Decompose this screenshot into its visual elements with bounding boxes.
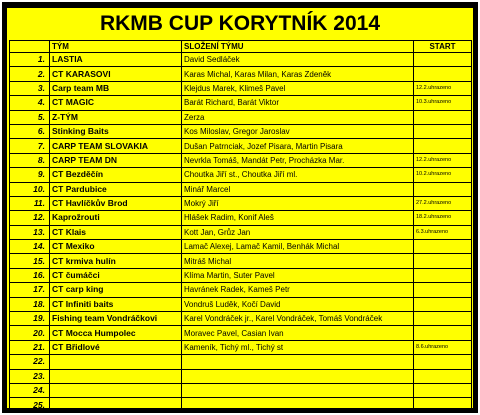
row-number: 10. — [10, 182, 50, 196]
table-row — [10, 139, 472, 153]
table-row — [10, 168, 472, 182]
team-name: LASTIA — [50, 53, 182, 67]
team-members: David Sedláček — [182, 53, 414, 67]
start-status: 6.3.uhrazeno — [414, 225, 472, 239]
start-status — [414, 254, 472, 268]
start-status — [414, 139, 472, 153]
sheet-body — [7, 8, 473, 408]
row-number: 17. — [10, 283, 50, 297]
team-name: CT carp king — [50, 283, 182, 297]
team-name: Stinking Baits — [50, 124, 182, 138]
start-status — [414, 369, 472, 383]
row-number: 1. — [10, 53, 50, 67]
team-members: Zerza — [182, 110, 414, 124]
team-name: CT Mocca Humpolec — [50, 326, 182, 340]
team-members: Karel Vondráček jr., Karel Vondráček, Tomáš Vondráček — [182, 312, 414, 326]
team-name: CT MAGIC — [50, 96, 182, 110]
table-row — [10, 383, 472, 397]
team-name: CT Klais — [50, 225, 182, 239]
start-status — [414, 312, 472, 326]
team-name: CT Havlíčkův Brod — [50, 196, 182, 210]
table-row — [10, 196, 472, 210]
start-status — [414, 326, 472, 340]
row-number: 9. — [10, 168, 50, 182]
row-number: 7. — [10, 139, 50, 153]
start-status — [414, 297, 472, 311]
team-members: Vondruš Luděk, Kočí David — [182, 297, 414, 311]
row-number: 25. — [10, 398, 50, 412]
team-members: Minář Marcel — [182, 182, 414, 196]
start-status: 18.2.uhrazeno — [414, 211, 472, 225]
start-status: 27.2.uhrazeno — [414, 196, 472, 210]
start-status — [414, 67, 472, 81]
team-name: CARP TEAM DN — [50, 153, 182, 167]
team-members — [182, 355, 414, 369]
table-row — [10, 254, 472, 268]
row-number: 16. — [10, 268, 50, 282]
table-row — [10, 211, 472, 225]
sheet-frame — [2, 2, 478, 413]
table-row — [10, 153, 472, 167]
team-name: Kaprožrouti — [50, 211, 182, 225]
table-row — [10, 225, 472, 239]
row-number: 8. — [10, 153, 50, 167]
table-row — [10, 268, 472, 282]
team-members — [182, 398, 414, 412]
teams-table — [9, 40, 472, 413]
team-name: Z-TÝM — [50, 110, 182, 124]
page-title: RKMB CUP KORYTNÍK 2014 — [99, 12, 381, 35]
table-row — [10, 369, 472, 383]
row-number: 6. — [10, 124, 50, 138]
team-name — [50, 398, 182, 412]
team-name: CT Mexiko — [50, 240, 182, 254]
team-members: Moravec Pavel, Casian Ivan — [182, 326, 414, 340]
table-row — [10, 240, 472, 254]
table-row — [10, 110, 472, 124]
team-name: CT Bezděčín — [50, 168, 182, 182]
table-row — [10, 53, 472, 67]
start-status — [414, 398, 472, 412]
table-row — [10, 340, 472, 354]
header-start: START — [414, 41, 472, 53]
table-row — [10, 182, 472, 196]
team-name: CT čumáčci — [50, 268, 182, 282]
team-members: Nevrkla Tomáš, Mandát Petr, Procházka Mar. — [182, 153, 414, 167]
team-members: Hlášek Radim, Konif Aleš — [182, 211, 414, 225]
start-status: 12.2.uhrazeno — [414, 81, 472, 95]
start-status — [414, 182, 472, 196]
start-status: 10.3.uhrazeno — [414, 96, 472, 110]
team-members: Mokrý Jiří — [182, 196, 414, 210]
start-status — [414, 383, 472, 397]
row-number: 22. — [10, 355, 50, 369]
table-row — [10, 283, 472, 297]
team-name: CT Břidlové — [50, 340, 182, 354]
team-members: Mitráš Michal — [182, 254, 414, 268]
team-name — [50, 383, 182, 397]
row-number: 21. — [10, 340, 50, 354]
team-name — [50, 355, 182, 369]
row-number: 14. — [10, 240, 50, 254]
table-row — [10, 297, 472, 311]
start-status — [414, 268, 472, 282]
team-members: Havránek Radek, Kameš Petr — [182, 283, 414, 297]
table-row — [10, 326, 472, 340]
start-status — [414, 110, 472, 124]
team-members: Barát Richard, Barát Viktor — [182, 96, 414, 110]
team-name: Carp team MB — [50, 81, 182, 95]
header-team: TÝM — [50, 41, 182, 53]
team-name: CT krmiva hulín — [50, 254, 182, 268]
team-name: CT Pardubice — [50, 182, 182, 196]
table-row — [10, 81, 472, 95]
table-row — [10, 124, 472, 138]
row-number: 11. — [10, 196, 50, 210]
team-members — [182, 369, 414, 383]
start-status — [414, 355, 472, 369]
table-row — [10, 67, 472, 81]
start-status — [414, 283, 472, 297]
start-status: 8.6.uhrazeno — [414, 340, 472, 354]
team-members: Dušan Patrnciak, Jozef Pisara, Martin Pisara — [182, 139, 414, 153]
team-members: Kameník, Tichý ml., Tichý st — [182, 340, 414, 354]
header-members: SLOŽENÍ TÝMU — [182, 41, 414, 53]
team-name: CT KARASOVI — [50, 67, 182, 81]
start-status: 12.2.uhrazeno — [414, 153, 472, 167]
table-row — [10, 96, 472, 110]
team-name: CARP TEAM SLOVAKIA — [50, 139, 182, 153]
row-number: 23. — [10, 369, 50, 383]
team-name — [50, 369, 182, 383]
row-number: 13. — [10, 225, 50, 239]
table-row — [10, 355, 472, 369]
row-number: 19. — [10, 312, 50, 326]
team-members: Klejdus Marek, Klimeš Pavel — [182, 81, 414, 95]
start-status: 10.2.uhrazeno — [414, 168, 472, 182]
table-row — [10, 398, 472, 412]
team-members: Klíma Martin, Suter Pavel — [182, 268, 414, 282]
row-number: 3. — [10, 81, 50, 95]
row-number: 12. — [10, 211, 50, 225]
team-name: CT Infiniti baits — [50, 297, 182, 311]
team-members: Kos Miloslav, Gregor Jaroslav — [182, 124, 414, 138]
row-number: 24. — [10, 383, 50, 397]
table-row — [10, 312, 472, 326]
start-status — [414, 240, 472, 254]
row-number: 2. — [10, 67, 50, 81]
team-members — [182, 383, 414, 397]
header-row — [10, 41, 472, 53]
row-number: 4. — [10, 96, 50, 110]
header-number — [10, 41, 50, 53]
row-number: 15. — [10, 254, 50, 268]
row-number: 20. — [10, 326, 50, 340]
team-members: Kott Jan, Grůz Jan — [182, 225, 414, 239]
row-number: 5. — [10, 110, 50, 124]
team-members: Karas Michal, Karas Milan, Karas Zdeněk — [182, 67, 414, 81]
team-members: Choutka Jiří st., Choutka Jiří ml. — [182, 168, 414, 182]
start-status — [414, 53, 472, 67]
row-number: 18. — [10, 297, 50, 311]
team-name: Fishing team Vondráčkovi — [50, 312, 182, 326]
start-status — [414, 124, 472, 138]
team-members: Lamač Alexej, Lamač Kamil, Benhák Michal — [182, 240, 414, 254]
